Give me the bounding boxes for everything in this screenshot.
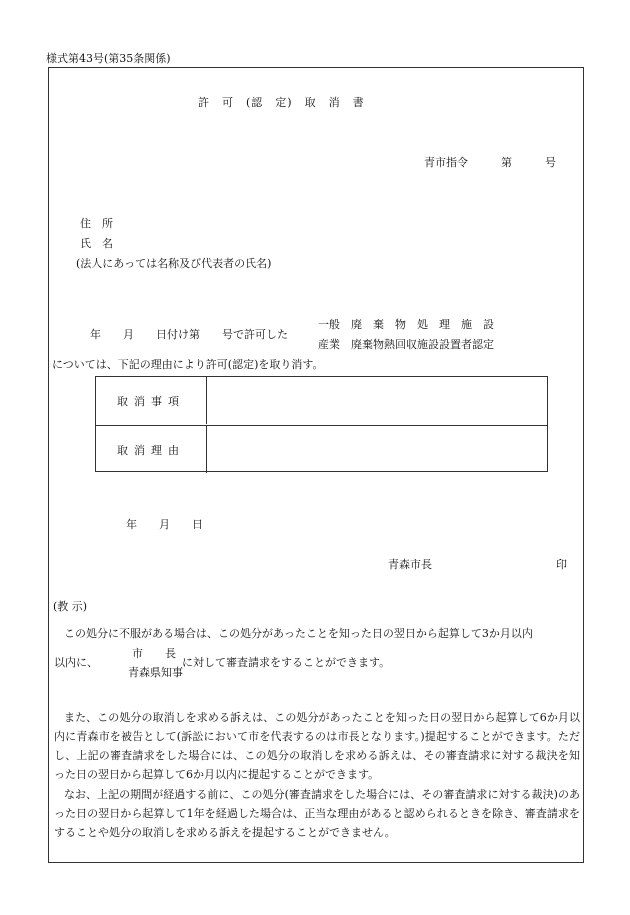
permit-option-2: 産業 廃棄物熱回収施設設置者認定: [318, 338, 494, 351]
address-label: 住 所: [80, 217, 113, 230]
doc-number: 青市指令 第 号: [424, 156, 556, 169]
corp-note: (法人にあっては名称及び代表者の氏名): [76, 257, 272, 270]
seal-mark: 印: [556, 558, 567, 571]
cancel-table: [95, 376, 548, 472]
notice-heading: (教 示): [53, 600, 88, 613]
permit-continuation: については、下記の理由により許可(認定)を取り消す。: [52, 358, 324, 371]
row1-label: 取消事項: [96, 377, 207, 424]
permit-date-prefix: 年 月 日付け第 号で許可した: [90, 328, 288, 341]
date-line: 年 月 日: [126, 518, 203, 531]
table-row: [96, 425, 547, 473]
mayor-title: 青森市長: [388, 558, 432, 571]
notice-p3: なお、上記の期間が経過する前に、この処分(審査請求をした場合には、その審査請求に対する裁決)のあった日の翌日から起算して1年を経過した場合は、正当な理由があると認められるときを除き、審査請求をすることや処分の取消しを求める訴えを提起することができません。: [54, 788, 580, 839]
form-header: 様式第43号(第35条関係): [46, 52, 171, 65]
notice-p1-line1: この処分に不服がある場合は、この処分があったことを知った日の翌日から起算して3か月以内: [64, 627, 533, 640]
notice-p1-option-1: 市 長: [132, 647, 176, 660]
name-label: 氏 名: [80, 237, 113, 250]
notice-p1-suffix: に対して審査請求をすることができます。: [182, 656, 391, 669]
notice-p1-option-2: 青森県知事: [128, 666, 183, 679]
table-row: [96, 377, 547, 424]
notice-p2: また、この処分の取消しを求める訴えは、この処分があったことを知った日の翌日から起算して6か月以内に青森市を被告として(訴訟において市を代表するのは市長となります。)提起することができます。ただし、上記の審査請求をした場合には、この処分の取消しを求める訴えは、その審査請求に対する裁決を知った日の翌日から起算して6か月以内に提起することができます。: [54, 711, 580, 781]
page-title: 許 可 (認 定) 取 消 書: [198, 96, 365, 109]
notice-p1-prefix: 以内に、: [54, 656, 98, 669]
permit-option-1: 一般 廃 棄 物 処 理 施 設: [318, 318, 494, 331]
row2-label: 取消理由: [96, 426, 207, 473]
